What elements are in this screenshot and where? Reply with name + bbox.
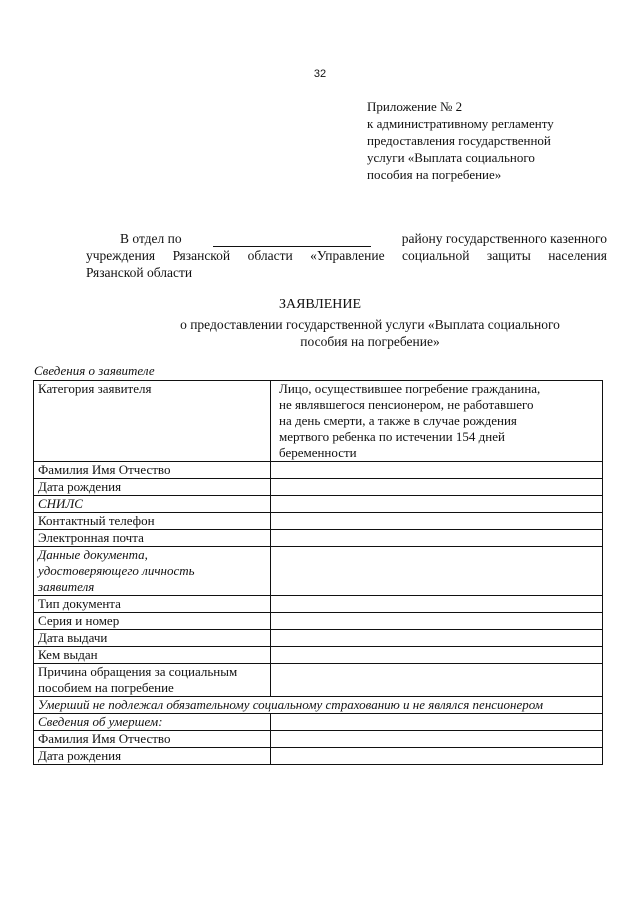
id-document-field[interactable]	[271, 547, 603, 596]
address-word: области	[247, 248, 293, 263]
snils-label: СНИЛС	[34, 496, 271, 513]
birth-date-field[interactable]	[271, 479, 603, 496]
address-word: учреждения	[86, 248, 156, 263]
subtitle-line: пособия на погребение»	[300, 334, 440, 349]
id-document-label-line: Данные документа,	[38, 547, 148, 562]
reason-label	[34, 664, 271, 697]
addressee-block	[86, 230, 607, 281]
series-number-label: Серия и номер	[34, 613, 271, 630]
address-word: социальной	[402, 248, 470, 263]
table-row	[34, 647, 603, 664]
address-line-2	[86, 247, 607, 264]
id-document-label-line: заявителя	[38, 579, 95, 594]
deceased-fio-field[interactable]	[271, 731, 603, 748]
email-label: Электронная почта	[34, 530, 271, 547]
issue-date-field[interactable]	[271, 630, 603, 647]
table-row	[34, 664, 603, 697]
table-row	[34, 630, 603, 647]
category-value	[271, 381, 603, 462]
appendix-line: пособия на погребение»	[367, 167, 502, 182]
table-row	[34, 381, 603, 462]
appendix-line: услуги «Выплата социального	[367, 150, 535, 165]
deceased-note: Умерший не подлежал обязательному социальному страхованию и не являлся пенсионером	[34, 697, 603, 714]
table-row	[34, 748, 603, 765]
reason-label-line: пособием на погребение	[38, 680, 174, 695]
category-label: Категория заявителя	[34, 381, 271, 462]
id-document-label	[34, 547, 271, 596]
address-word: населения	[548, 248, 607, 263]
snils-field[interactable]	[271, 496, 603, 513]
document-subtitle	[120, 316, 620, 350]
issued-by-label: Кем выдан	[34, 647, 271, 664]
appendix-header	[367, 98, 607, 183]
category-value-line: мертвого ребенка по истечении 154 дней	[279, 429, 505, 444]
address-word: Рязанской	[172, 248, 231, 263]
table-row	[34, 731, 603, 748]
category-value-line: Лицо, осуществившее погребение гражданина,	[279, 381, 541, 396]
email-field[interactable]	[271, 530, 603, 547]
table-row	[34, 547, 603, 596]
phone-label: Контактный телефон	[34, 513, 271, 530]
table-row	[34, 613, 603, 630]
application-form-table	[33, 380, 603, 765]
appendix-line: к административному регламенту	[367, 116, 554, 131]
appendix-line: предоставления государственной	[367, 133, 551, 148]
table-row	[34, 697, 603, 714]
address-suffix: району государственного казенного	[401, 231, 607, 246]
address-word: защиты	[486, 248, 531, 263]
doc-type-label: Тип документа	[34, 596, 271, 613]
table-row	[34, 530, 603, 547]
deceased-section-caption: Сведения об умершем:	[34, 714, 271, 731]
address-line-3: Рязанской области	[86, 265, 193, 280]
applicant-section-caption: Сведения о заявителе	[34, 363, 155, 378]
table-row	[34, 513, 603, 530]
fio-label: Фамилия Имя Отчество	[34, 462, 271, 479]
category-value-line: беременности	[279, 445, 357, 460]
issue-date-label: Дата выдачи	[34, 630, 271, 647]
district-blank-field[interactable]	[213, 234, 371, 247]
table-row	[34, 496, 603, 513]
deceased-birth-date-field[interactable]	[271, 748, 603, 765]
address-word: «Управление	[310, 248, 385, 263]
fio-field[interactable]	[271, 462, 603, 479]
doc-type-field[interactable]	[271, 596, 603, 613]
table-row	[34, 596, 603, 613]
category-value-line: не являвшегося пенсионером, не работавшего	[279, 397, 534, 412]
series-number-field[interactable]	[271, 613, 603, 630]
phone-field[interactable]	[271, 513, 603, 530]
category-value-line: на день смерти, а также в случае рождения	[279, 413, 517, 428]
reason-field[interactable]	[271, 664, 603, 697]
deceased-fio-label: Фамилия Имя Отчество	[34, 731, 271, 748]
appendix-line: Приложение № 2	[367, 99, 463, 114]
reason-label-line: Причина обращения за социальным	[38, 664, 238, 679]
birth-date-label: Дата рождения	[34, 479, 271, 496]
id-document-label-line: удостоверяющего личность	[38, 563, 195, 578]
address-prefix: В отдел по	[120, 231, 182, 246]
issued-by-field[interactable]	[271, 647, 603, 664]
deceased-caption-field	[271, 714, 603, 731]
page-number: 32	[313, 68, 327, 80]
table-row	[34, 462, 603, 479]
subtitle-line: о предоставлении государственной услуги «Выплата социального	[180, 317, 560, 332]
document-title: ЗАЯВЛЕНИЕ	[278, 297, 362, 312]
table-row	[34, 479, 603, 496]
deceased-birth-date-label: Дата рождения	[34, 748, 271, 765]
table-row	[34, 714, 603, 731]
